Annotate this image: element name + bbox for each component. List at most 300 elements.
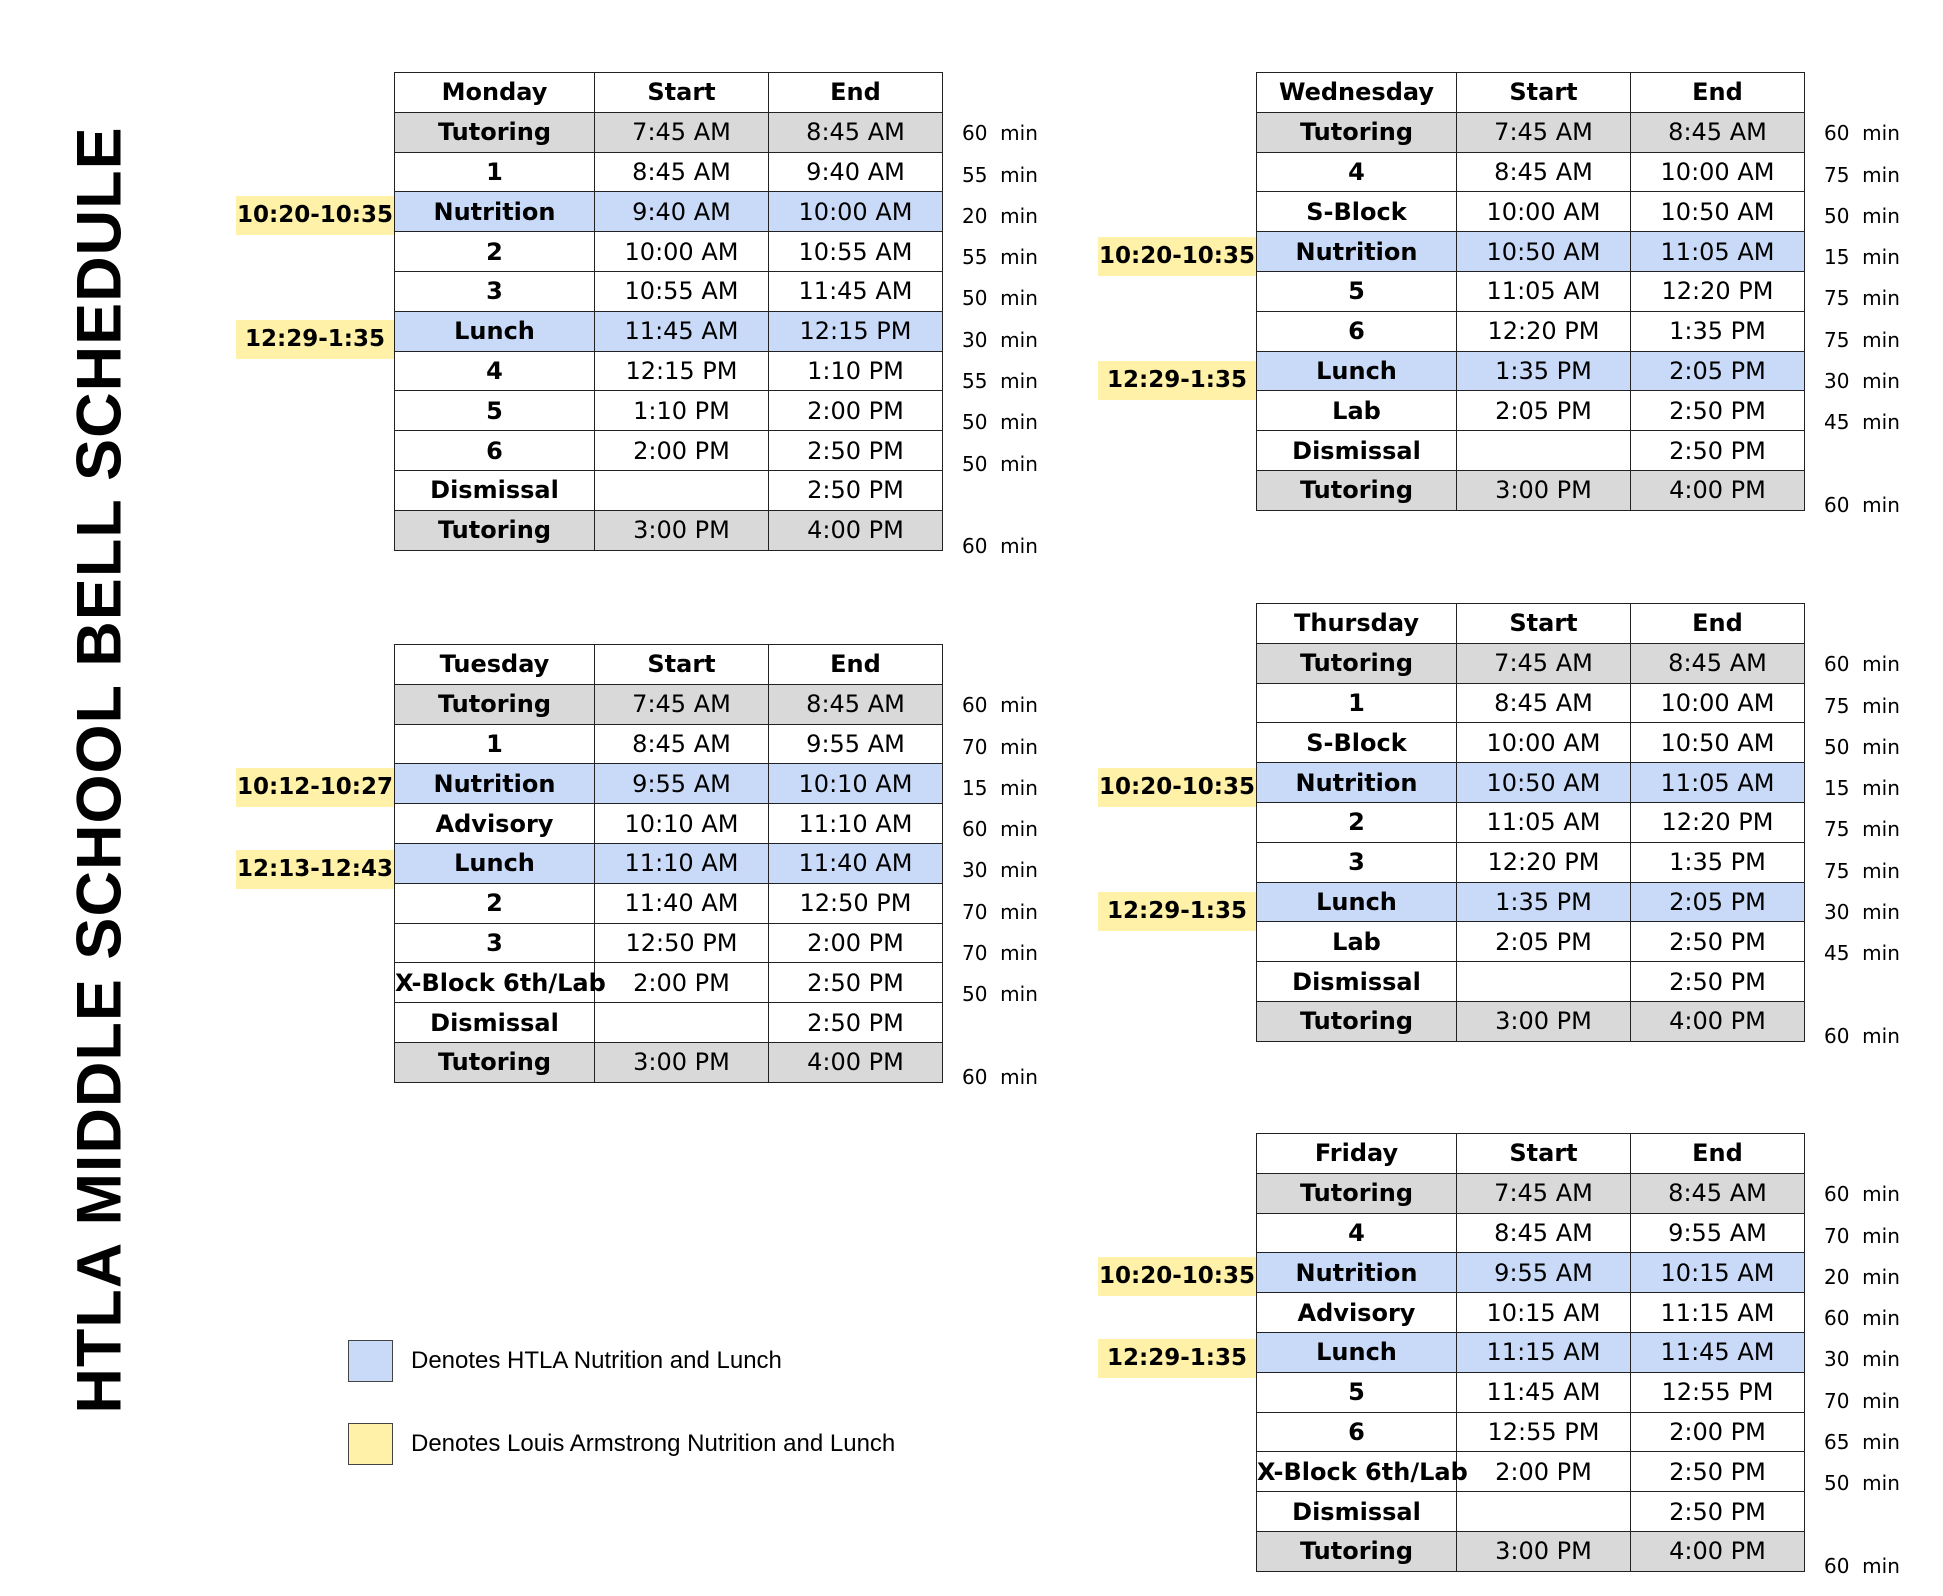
period-cell: Dismissal	[395, 470, 595, 510]
end-time-cell: 8:45 AM	[769, 684, 943, 724]
period-cell: Nutrition	[1257, 1253, 1457, 1293]
duration-value: 60	[962, 817, 988, 842]
end-time-cell: 2:05 PM	[1631, 882, 1805, 922]
end-time-cell: 1:35 PM	[1631, 311, 1805, 351]
duration-unit: min	[1862, 1023, 1900, 1048]
duration-label	[1824, 402, 1924, 443]
period-cell: X-Block 6th/Lab	[1257, 1452, 1457, 1492]
end-time-cell: 9:55 AM	[1631, 1213, 1805, 1253]
start-time-cell: 1:10 PM	[595, 391, 769, 431]
period-cell: Lunch	[1257, 351, 1457, 391]
table-row	[1257, 431, 1805, 471]
start-time-cell: 10:15 AM	[1457, 1293, 1631, 1333]
end-time-cell: 10:15 AM	[1631, 1253, 1805, 1293]
start-time-cell: 9:55 AM	[1457, 1253, 1631, 1293]
period-cell: Nutrition	[395, 192, 595, 232]
end-time-cell: 12:15 PM	[769, 311, 943, 351]
table-row	[395, 152, 943, 192]
duration-value: 15	[1824, 776, 1850, 801]
period-cell: Tutoring	[395, 510, 595, 550]
end-time-cell: 11:45 AM	[1631, 1332, 1805, 1372]
end-time-cell: 2:50 PM	[769, 470, 943, 510]
duration-label	[1824, 155, 1924, 196]
table-row	[1257, 351, 1805, 391]
duration-label	[962, 974, 1062, 1015]
table-row	[395, 764, 943, 804]
table-row	[1257, 112, 1805, 152]
start-time-cell: 3:00 PM	[1457, 470, 1631, 510]
start-header: Start	[595, 645, 769, 685]
duration-label	[962, 113, 1062, 154]
la-time-label: 12:13-12:43	[236, 850, 394, 889]
start-time-cell: 3:00 PM	[1457, 1001, 1631, 1041]
end-time-cell: 8:45 AM	[769, 112, 943, 152]
table-row	[1257, 723, 1805, 763]
schedule-tuesday	[237, 644, 1038, 1089]
duration-value: 60	[1824, 1553, 1850, 1578]
duration-label	[962, 1057, 1062, 1098]
duration-value: 75	[1824, 817, 1850, 842]
start-time-cell: 11:05 AM	[1457, 271, 1631, 311]
duration-label	[1824, 809, 1924, 850]
duration-unit: min	[1862, 1264, 1900, 1289]
duration-unit: min	[1000, 162, 1038, 187]
end-time-cell: 4:00 PM	[1631, 1531, 1805, 1571]
duration-label	[962, 361, 1062, 402]
schedule-wednesday	[1099, 72, 1900, 517]
period-cell: Dismissal	[1257, 962, 1457, 1002]
duration-unit: min	[1862, 492, 1900, 517]
day-header: Friday	[1257, 1134, 1457, 1174]
duration-unit: min	[1000, 899, 1038, 924]
end-time-cell: 10:10 AM	[769, 764, 943, 804]
end-time-cell: 12:20 PM	[1631, 271, 1805, 311]
duration-value: 60	[1824, 492, 1850, 517]
duration-unit: min	[1862, 652, 1900, 677]
start-time-cell: 11:05 AM	[1457, 802, 1631, 842]
duration-unit: min	[1862, 203, 1900, 228]
start-time-cell: 7:45 AM	[1457, 1173, 1631, 1213]
duration-unit: min	[1862, 410, 1900, 435]
table-row	[395, 112, 943, 152]
duration-unit: min	[1000, 327, 1038, 352]
period-cell: 6	[1257, 311, 1457, 351]
duration-label	[1824, 196, 1924, 237]
schedule-table	[394, 72, 943, 551]
duration-label	[1824, 1174, 1924, 1215]
duration-label	[962, 892, 1062, 933]
table-row	[1257, 232, 1805, 272]
duration-unit: min	[1862, 900, 1900, 925]
duration-label	[1824, 1016, 1924, 1057]
duration-label	[962, 320, 1062, 361]
duration-unit: min	[1862, 121, 1900, 146]
start-time-cell: 10:50 AM	[1457, 232, 1631, 272]
legend-item-htla	[348, 1340, 782, 1382]
duration-label	[1824, 278, 1924, 319]
period-cell: 4	[1257, 152, 1457, 192]
table-row	[1257, 683, 1805, 723]
period-cell: 3	[1257, 842, 1457, 882]
duration-unit: min	[1000, 410, 1038, 435]
duration-unit: min	[1000, 203, 1038, 228]
table-row	[1257, 842, 1805, 882]
table-row	[1257, 922, 1805, 962]
end-time-cell: 11:05 AM	[1631, 232, 1805, 272]
end-time-cell: 10:00 AM	[1631, 152, 1805, 192]
la-time-label: 12:29-1:35	[1098, 1339, 1256, 1378]
end-time-cell: 2:50 PM	[1631, 391, 1805, 431]
end-time-cell: 2:50 PM	[1631, 962, 1805, 1002]
period-cell: Lunch	[395, 311, 595, 351]
start-time-cell	[1457, 1492, 1631, 1532]
duration-unit: min	[1862, 369, 1900, 394]
duration-value: 60	[962, 693, 988, 718]
duration-label	[1824, 1257, 1924, 1298]
table-row	[1257, 962, 1805, 1002]
duration-label	[962, 444, 1062, 485]
day-header: Tuesday	[395, 645, 595, 685]
duration-unit: min	[1862, 1471, 1900, 1496]
duration-unit: min	[1000, 775, 1038, 800]
table-header-row	[1257, 73, 1805, 113]
legend-swatch-blue	[348, 1340, 393, 1382]
end-time-cell: 2:50 PM	[769, 431, 943, 471]
duration-label	[1824, 975, 1924, 1016]
end-time-cell: 4:00 PM	[1631, 1001, 1805, 1041]
start-time-cell: 11:10 AM	[595, 843, 769, 883]
period-cell: 4	[395, 351, 595, 391]
duration-unit: min	[1000, 817, 1038, 842]
duration-unit: min	[1000, 121, 1038, 146]
duration-unit: min	[1862, 1306, 1900, 1331]
duration-value: 60	[1824, 121, 1850, 146]
period-cell: Lunch	[1257, 882, 1457, 922]
end-time-cell: 2:50 PM	[1631, 1452, 1805, 1492]
duration-label	[1824, 933, 1924, 974]
la-time-label: 10:20-10:35	[1098, 237, 1256, 276]
period-cell: 4	[1257, 1213, 1457, 1253]
end-time-cell: 2:00 PM	[769, 923, 943, 963]
duration-value: 20	[962, 203, 988, 228]
end-time-cell: 2:00 PM	[1631, 1412, 1805, 1452]
duration-label	[1824, 1463, 1924, 1504]
duration-value: 30	[1824, 1347, 1850, 1372]
table-row	[1257, 470, 1805, 510]
duration-label	[1824, 768, 1924, 809]
legend-text-louis-armstrong: Denotes Louis Armstrong Nutrition and Lunch	[411, 1430, 896, 1457]
legend-text-htla: Denotes HTLA Nutrition and Lunch	[411, 1347, 782, 1374]
duration-value: 70	[962, 899, 988, 924]
duration-unit: min	[1862, 1388, 1900, 1413]
table-row	[1257, 763, 1805, 803]
day-header: Wednesday	[1257, 73, 1457, 113]
table-row	[395, 271, 943, 311]
duration-value: 50	[1824, 734, 1850, 759]
table-row	[1257, 391, 1805, 431]
period-cell: Tutoring	[1257, 1531, 1457, 1571]
duration-label	[1824, 361, 1924, 402]
table-row	[1257, 643, 1805, 683]
start-time-cell: 8:45 AM	[595, 152, 769, 192]
duration-label	[962, 1016, 1062, 1057]
table-row	[1257, 1492, 1805, 1532]
duration-label	[1824, 113, 1924, 154]
start-time-cell: 10:55 AM	[595, 271, 769, 311]
duration-value: 50	[1824, 1471, 1850, 1496]
duration-label	[962, 768, 1062, 809]
period-cell: Lab	[1257, 922, 1457, 962]
end-time-cell: 10:50 AM	[1631, 723, 1805, 763]
duration-label	[1824, 1505, 1924, 1546]
la-time-label: 10:20-10:35	[236, 196, 394, 235]
duration-value: 30	[1824, 900, 1850, 925]
duration-value: 75	[1824, 162, 1850, 187]
period-cell: S-Block	[1257, 723, 1457, 763]
end-time-cell: 1:35 PM	[1631, 842, 1805, 882]
period-cell: Tutoring	[1257, 470, 1457, 510]
table-row	[1257, 1452, 1805, 1492]
start-header: Start	[1457, 73, 1631, 113]
table-row	[395, 1003, 943, 1043]
duration-label	[1824, 1216, 1924, 1257]
duration-unit: min	[1000, 245, 1038, 270]
period-cell: Nutrition	[1257, 232, 1457, 272]
table-row	[395, 351, 943, 391]
day-header: Monday	[395, 73, 595, 113]
start-time-cell	[1457, 962, 1631, 1002]
end-time-cell: 10:50 AM	[1631, 192, 1805, 232]
end-time-cell: 10:00 AM	[1631, 683, 1805, 723]
start-time-cell: 7:45 AM	[1457, 112, 1631, 152]
page-title: HTLA MIDDLE SCHOOL BELL SCHEDULE	[64, 126, 135, 1414]
duration-label	[962, 850, 1062, 891]
duration-unit: min	[1862, 286, 1900, 311]
duration-value: 30	[962, 327, 988, 352]
period-cell: 6	[1257, 1412, 1457, 1452]
duration-value: 60	[1824, 652, 1850, 677]
start-time-cell: 2:05 PM	[1457, 391, 1631, 431]
duration-unit: min	[1000, 941, 1038, 966]
duration-value: 65	[1824, 1430, 1850, 1455]
duration-label	[1824, 1422, 1924, 1463]
table-row	[1257, 1412, 1805, 1452]
duration-unit: min	[1000, 858, 1038, 883]
duration-label	[1824, 237, 1924, 278]
duration-unit: min	[1000, 1064, 1038, 1089]
end-header: End	[769, 645, 943, 685]
end-time-cell: 8:45 AM	[1631, 643, 1805, 683]
duration-unit: min	[1000, 982, 1038, 1007]
duration-label	[1824, 320, 1924, 361]
start-time-cell: 11:40 AM	[595, 883, 769, 923]
period-cell: 6	[395, 431, 595, 471]
duration-value: 70	[962, 734, 988, 759]
duration-unit: min	[1862, 1223, 1900, 1248]
start-time-cell: 7:45 AM	[595, 112, 769, 152]
duration-value: 55	[962, 245, 988, 270]
table-row	[1257, 1173, 1805, 1213]
period-cell: 5	[1257, 271, 1457, 311]
end-time-cell: 2:50 PM	[1631, 431, 1805, 471]
end-time-cell: 4:00 PM	[1631, 470, 1805, 510]
duration-value: 50	[962, 451, 988, 476]
start-time-cell: 3:00 PM	[595, 510, 769, 550]
period-cell: Tutoring	[1257, 1001, 1457, 1041]
end-time-cell: 12:50 PM	[769, 883, 943, 923]
la-times-column	[1098, 603, 1256, 1057]
end-time-cell: 2:50 PM	[769, 963, 943, 1003]
table-row	[1257, 271, 1805, 311]
day-header: Thursday	[1257, 604, 1457, 644]
end-time-cell: 10:55 AM	[769, 232, 943, 272]
start-time-cell: 12:20 PM	[1457, 311, 1631, 351]
period-cell: Lunch	[395, 843, 595, 883]
period-cell: Dismissal	[1257, 1492, 1457, 1532]
start-time-cell: 12:15 PM	[595, 351, 769, 391]
la-time-label: 12:29-1:35	[236, 320, 394, 359]
period-cell: 1	[1257, 683, 1457, 723]
end-header: End	[1631, 1134, 1805, 1174]
start-time-cell: 11:15 AM	[1457, 1332, 1631, 1372]
end-time-cell: 4:00 PM	[769, 1042, 943, 1082]
duration-label	[1824, 1298, 1924, 1339]
la-times-column	[236, 644, 394, 1098]
duration-label	[962, 402, 1062, 443]
period-cell: Nutrition	[395, 764, 595, 804]
period-cell: Tutoring	[1257, 112, 1457, 152]
table-row	[395, 843, 943, 883]
start-header: Start	[595, 73, 769, 113]
period-cell: 5	[1257, 1372, 1457, 1412]
duration-unit: min	[1000, 369, 1038, 394]
la-times-column	[1098, 72, 1256, 526]
duration-label	[962, 485, 1062, 526]
period-cell: Dismissal	[395, 1003, 595, 1043]
start-time-cell: 3:00 PM	[595, 1042, 769, 1082]
duration-unit: min	[1862, 245, 1900, 270]
period-cell: 2	[1257, 802, 1457, 842]
la-time-label: 10:20-10:35	[1098, 768, 1256, 807]
duration-label	[962, 278, 1062, 319]
period-cell: Lab	[1257, 391, 1457, 431]
start-time-cell: 12:20 PM	[1457, 842, 1631, 882]
schedule-table	[1256, 72, 1805, 511]
table-header-row	[395, 73, 943, 113]
start-time-cell: 7:45 AM	[1457, 643, 1631, 683]
duration-label	[962, 809, 1062, 850]
duration-label	[1824, 851, 1924, 892]
start-time-cell: 10:00 AM	[595, 232, 769, 272]
start-time-cell: 2:00 PM	[595, 963, 769, 1003]
table-row	[1257, 1531, 1805, 1571]
table-row	[395, 192, 943, 232]
start-time-cell: 8:45 AM	[1457, 1213, 1631, 1253]
table-row	[1257, 1253, 1805, 1293]
end-time-cell: 11:45 AM	[769, 271, 943, 311]
period-cell: 1	[395, 724, 595, 764]
duration-label	[1824, 485, 1924, 526]
duration-unit: min	[1862, 162, 1900, 187]
table-row	[395, 684, 943, 724]
table-row	[395, 510, 943, 550]
schedule-table	[1256, 603, 1805, 1042]
end-time-cell: 11:15 AM	[1631, 1293, 1805, 1333]
start-time-cell	[595, 1003, 769, 1043]
table-row	[395, 232, 943, 272]
table-row	[395, 923, 943, 963]
end-time-cell: 9:40 AM	[769, 152, 943, 192]
duration-value: 60	[1824, 1023, 1850, 1048]
duration-value: 15	[962, 775, 988, 800]
end-time-cell: 10:00 AM	[769, 192, 943, 232]
period-cell: Advisory	[395, 804, 595, 844]
duration-value: 50	[962, 982, 988, 1007]
start-time-cell: 2:00 PM	[595, 431, 769, 471]
duration-value: 20	[1824, 1264, 1850, 1289]
la-times-column	[236, 72, 394, 568]
duration-value: 55	[962, 369, 988, 394]
duration-unit: min	[1862, 1430, 1900, 1455]
duration-unit: min	[1862, 327, 1900, 352]
duration-label	[962, 155, 1062, 196]
table-row	[395, 1042, 943, 1082]
schedule-table	[394, 644, 943, 1083]
duration-unit: min	[1862, 941, 1900, 966]
duration-unit: min	[1000, 693, 1038, 718]
start-time-cell: 10:10 AM	[595, 804, 769, 844]
duration-value: 45	[1824, 941, 1850, 966]
minutes-column	[1824, 1133, 1924, 1587]
table-row	[1257, 1372, 1805, 1412]
period-cell: Dismissal	[1257, 431, 1457, 471]
start-time-cell: 10:50 AM	[1457, 763, 1631, 803]
duration-value: 50	[1824, 203, 1850, 228]
table-row	[395, 311, 943, 351]
la-time-label: 10:20-10:35	[1098, 1257, 1256, 1296]
period-cell: Tutoring	[395, 1042, 595, 1082]
duration-unit: min	[1862, 817, 1900, 842]
start-time-cell: 8:45 AM	[1457, 152, 1631, 192]
end-time-cell: 11:10 AM	[769, 804, 943, 844]
period-cell: S-Block	[1257, 192, 1457, 232]
end-header: End	[769, 73, 943, 113]
period-cell: 2	[395, 883, 595, 923]
duration-value: 60	[1824, 1306, 1850, 1331]
period-cell: X-Block 6th/Lab	[395, 963, 595, 1003]
start-time-cell: 12:55 PM	[1457, 1412, 1631, 1452]
duration-label	[1824, 644, 1924, 685]
period-cell: 5	[395, 391, 595, 431]
duration-value: 15	[1824, 245, 1850, 270]
start-time-cell: 1:35 PM	[1457, 351, 1631, 391]
duration-value: 70	[1824, 1223, 1850, 1248]
table-row	[395, 963, 943, 1003]
start-time-cell: 8:45 AM	[1457, 683, 1631, 723]
table-row	[395, 470, 943, 510]
duration-unit: min	[1862, 734, 1900, 759]
end-time-cell: 9:55 AM	[769, 724, 943, 764]
duration-value: 50	[962, 410, 988, 435]
duration-value: 70	[1824, 1388, 1850, 1413]
duration-value: 45	[1824, 410, 1850, 435]
table-row	[395, 804, 943, 844]
table-row	[1257, 1293, 1805, 1333]
table-row	[1257, 311, 1805, 351]
duration-value: 75	[1824, 858, 1850, 883]
period-cell: Advisory	[1257, 1293, 1457, 1333]
table-header-row	[1257, 1134, 1805, 1174]
